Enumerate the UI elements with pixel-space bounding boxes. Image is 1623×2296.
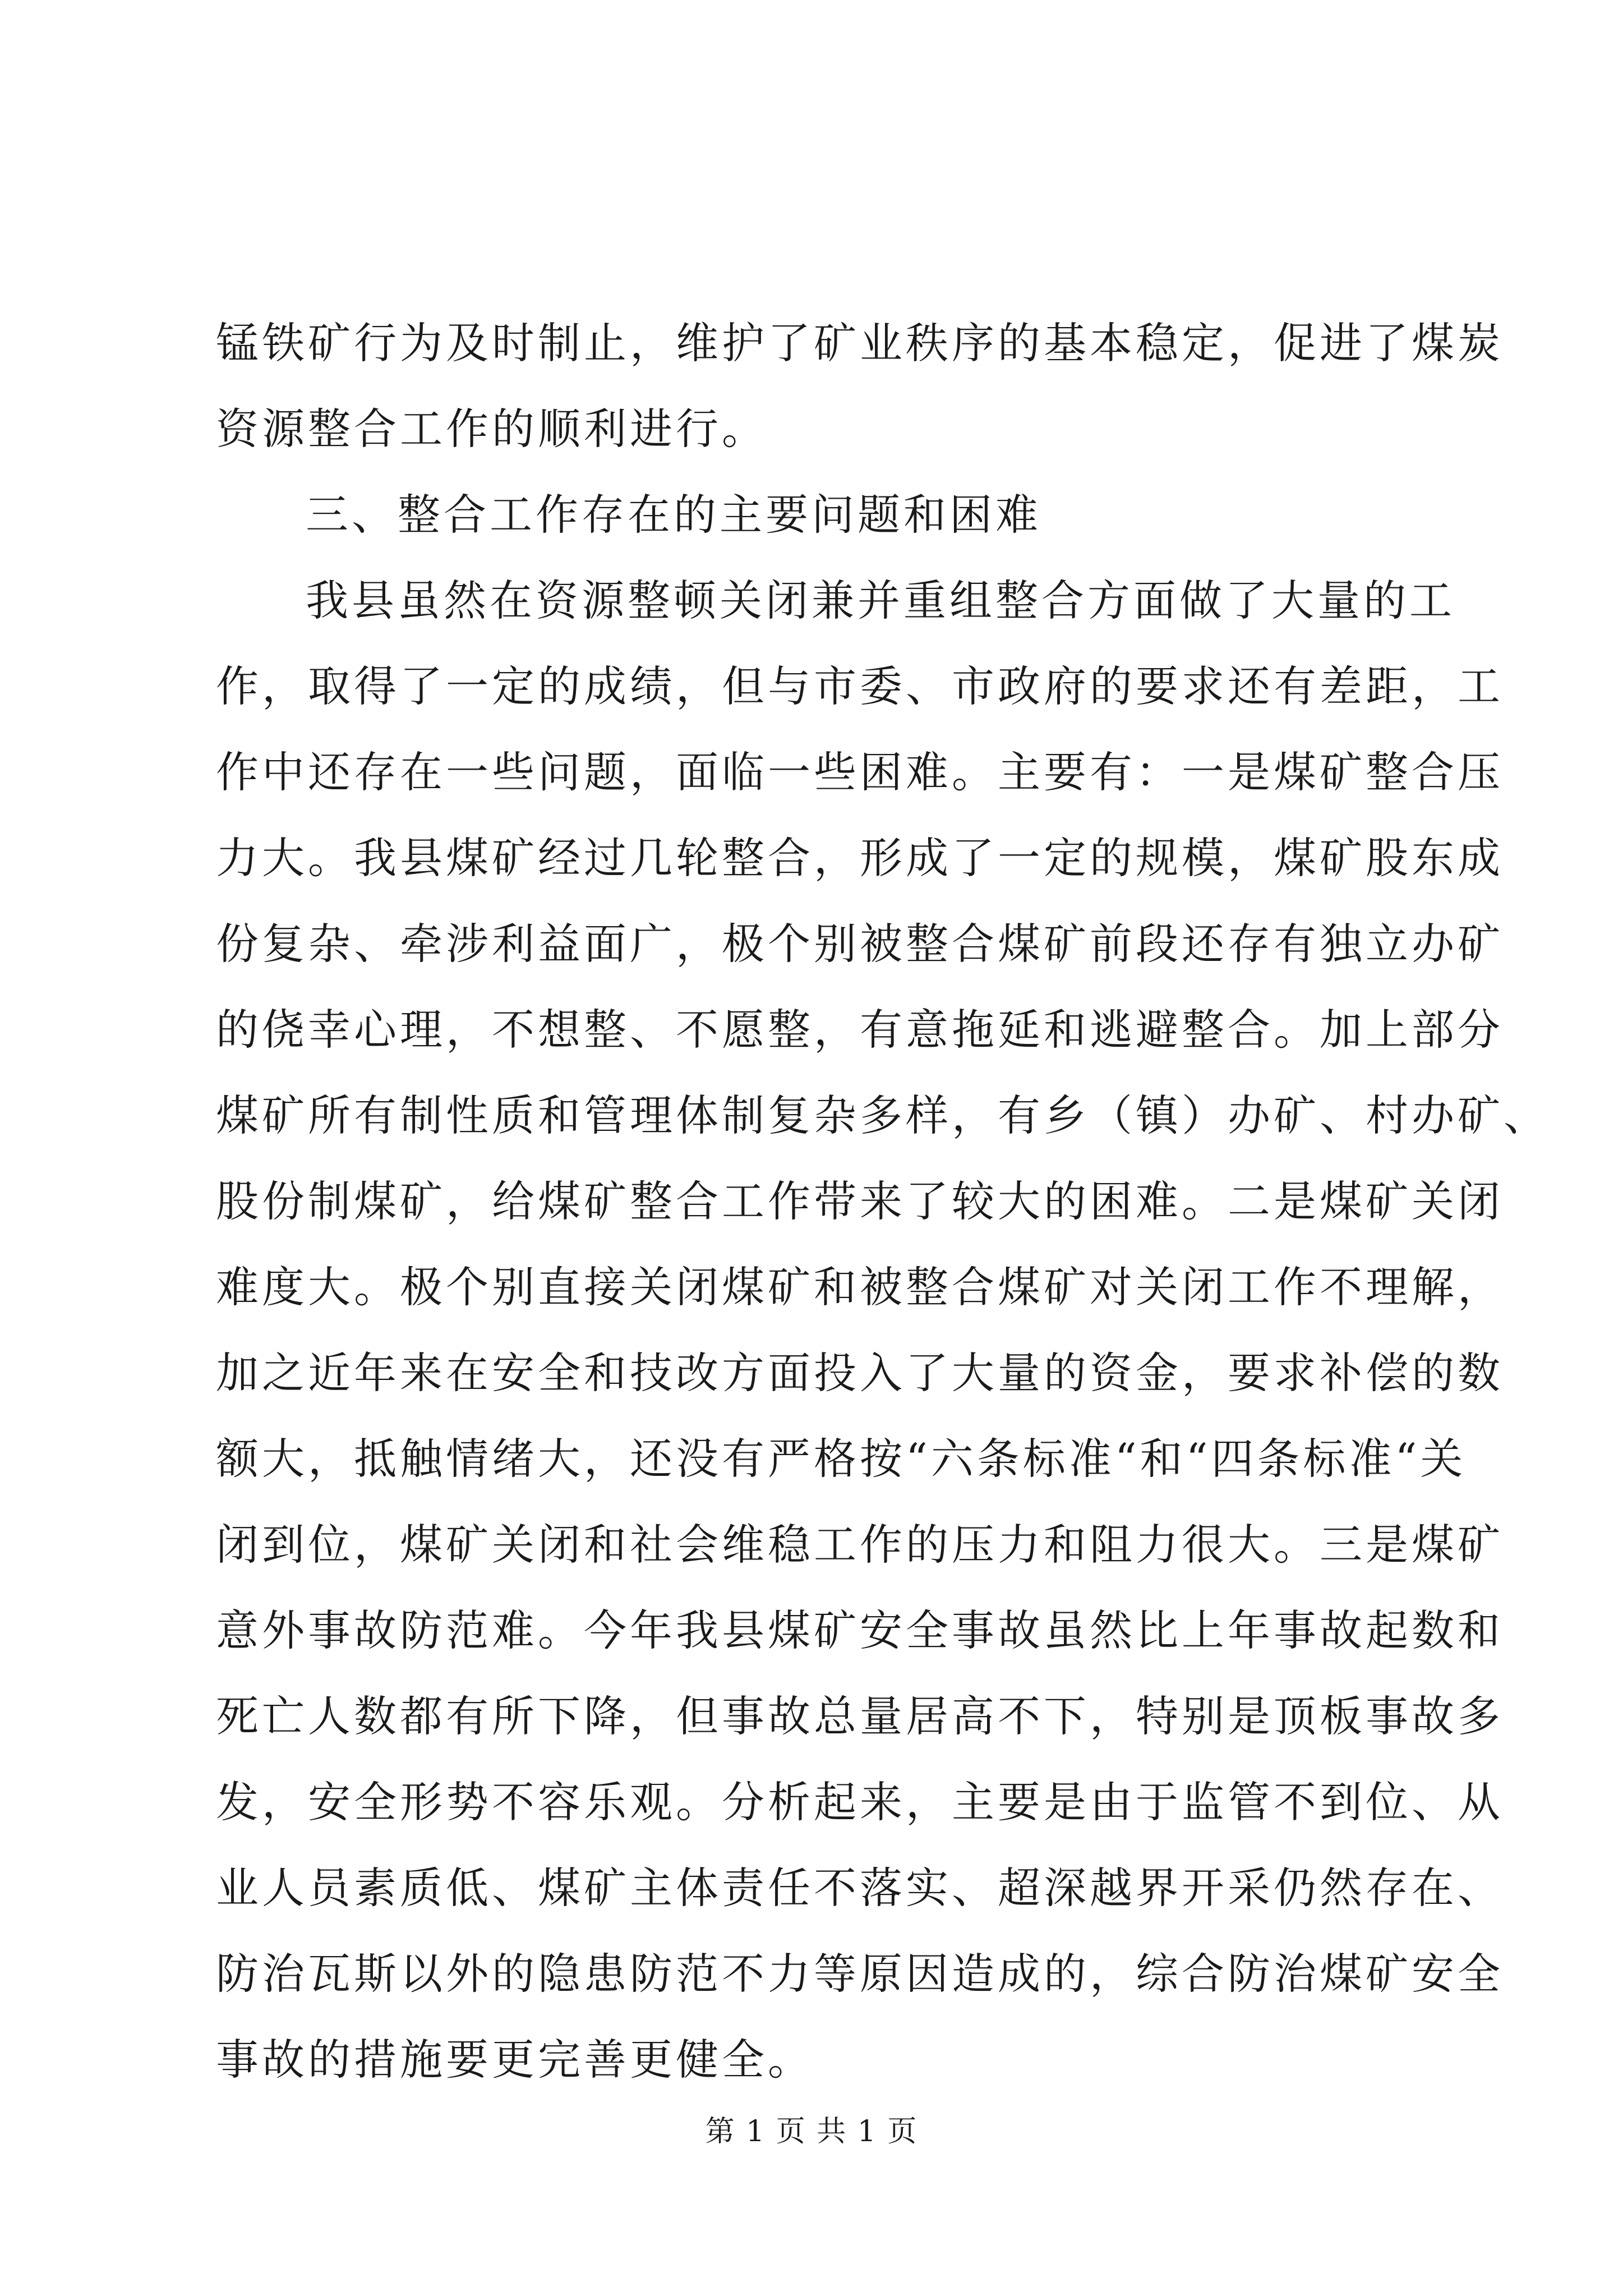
- paragraph-line: 作中还存在一些问题，面临一些困难。主要有：一是煤矿整合压: [216, 747, 1504, 797]
- paragraph-line: 煤矿所有制性质和管理体制复杂多样，有乡（镇）办矿、村办矿、: [216, 1091, 1550, 1140]
- paragraph-line: 的侥幸心理，不想整、不愿整，有意拖延和逃避整合。加上部分: [216, 1005, 1504, 1055]
- paragraph-line: 事故的措施要更完善更健全。: [216, 2035, 814, 2085]
- paragraph-line: 力大。我县煤矿经过几轮整合，形成了一定的规模，煤矿股东成: [216, 833, 1504, 883]
- paragraph-line: 业人员素质低、煤矿主体责任不落实、超深越界开采仍然存在、: [216, 1863, 1504, 1913]
- paragraph-line: 死亡人数都有所下降，但事故总量居高不下，特别是顶板事故多: [216, 1691, 1504, 1741]
- paragraph-line: 加之近年来在安全和技改方面投入了大量的资金，要求补偿的数: [216, 1348, 1504, 1398]
- paragraph-line: 锰铁矿行为及时制止，维护了矿业秩序的基本稳定，促进了煤炭: [216, 318, 1504, 368]
- page-number-footer: 第 1 页 共 1 页: [705, 2115, 918, 2148]
- paragraph-line: 难度大。极个别直接关闭煤矿和被整合煤矿对关闭工作不理解，: [216, 1262, 1504, 1312]
- paragraph-line: 防治瓦斯以外的隐患防范不力等原因造成的，综合防治煤矿安全: [216, 1949, 1504, 1999]
- section-heading: 三、整合工作存在的主要问题和困难: [306, 490, 1041, 540]
- paragraph-line: 我县虽然在资源整顿关闭兼并重组整合方面做了大量的工: [306, 576, 1455, 625]
- document-body: [216, 300, 1550, 2102]
- paragraph-line: 闭到位，煤矿关闭和社会维稳工作的压力和阻力很大。三是煤矿: [216, 1520, 1504, 1570]
- paragraph-line: 意外事故防范难。今年我县煤矿安全事故虽然比上年事故起数和: [216, 1605, 1504, 1655]
- paragraph-line: 资源整合工作的顺利进行。: [216, 404, 768, 454]
- paragraph-line: 股份制煤矿，给煤矿整合工作带来了较大的困难。二是煤矿关闭: [216, 1176, 1504, 1226]
- paragraph-line: 份复杂、牵涉利益面广，极个别被整合煤矿前段还存有独立办矿: [216, 919, 1504, 969]
- paragraph-line: 作，取得了一定的成绩，但与市委、市政府的要求还有差距，工: [216, 661, 1504, 711]
- paragraph-line: 发，安全形势不容乐观。分析起来，主要是由于监管不到位、从: [216, 1777, 1504, 1827]
- paragraph-line: 额大，抵触情绪大，还没有严格按“六条标准“和“四条标准“关: [216, 1434, 1467, 1484]
